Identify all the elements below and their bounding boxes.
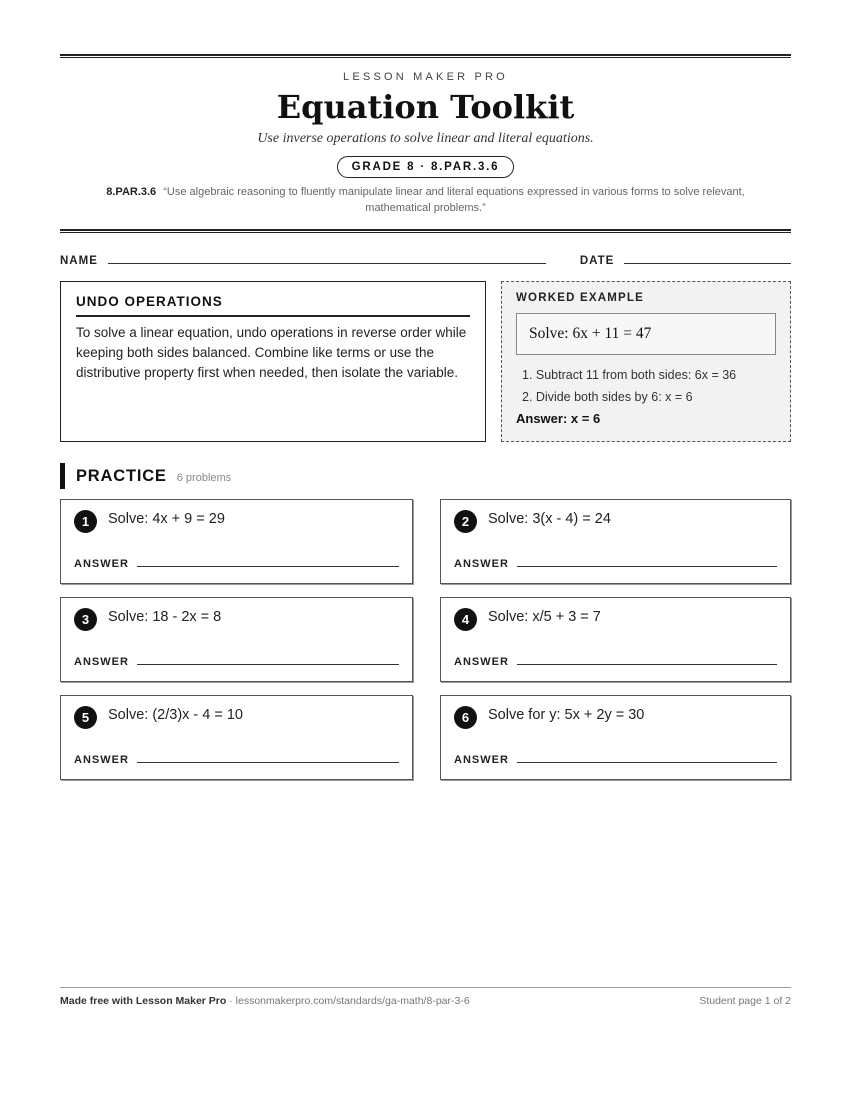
standard-text: “Use algebraic reasoning to fluently manipulate linear and literal equations expressed in various forms to solve relevant, mathematical problems.” [163,186,745,214]
answer-label: ANSWER [454,558,509,570]
date-field[interactable] [624,263,791,264]
worksheet-page [60,54,791,780]
header-top-rule [60,54,791,58]
footer-made-with: Made free with Lesson Maker Pro [60,995,227,1007]
problem-number-badge: 3 [74,608,97,631]
answer-field[interactable] [137,664,399,665]
worked-example-answer: Answer: x = 6 [516,411,601,426]
answer-field[interactable] [517,664,777,665]
worked-example-box [501,281,791,442]
name-label: NAME [60,255,98,267]
date-label: DATE [579,255,615,267]
practice-header [60,463,791,489]
worksheet-title: Equation Toolkit [276,88,575,126]
problem-text: Solve for y: 5x + 2y = 30 [488,707,645,723]
problem-number-badge: 6 [454,706,477,729]
footer-credit [60,995,470,1007]
page-footer [60,987,791,1007]
problem-text: Solve: (2/3)x - 4 = 10 [108,707,243,723]
answer-field[interactable] [517,566,777,567]
name-field[interactable] [108,263,546,264]
brand-name: LESSON MAKER PRO [343,71,508,83]
answer-label: ANSWER [74,656,129,668]
worked-example-step: 1. Subtract 11 from both sides: 6x = 36 [522,368,737,382]
standard-description [60,184,791,216]
answer-field[interactable] [137,566,399,567]
worked-example-step: 2. Divide both sides by 6: x = 6 [522,390,693,404]
problem-number-badge: 4 [454,608,477,631]
problem-text: Solve: 3(x - 4) = 24 [488,511,611,527]
instruction-row [60,281,791,442]
student-info-row [60,251,791,267]
answer-label: ANSWER [74,558,129,570]
practice-grid [60,499,791,780]
problem-card-5 [60,695,413,780]
answer-label: ANSWER [74,754,129,766]
worksheet-header [60,71,791,216]
problem-text: Solve: 18 - 2x = 8 [108,609,222,625]
practice-accent-bar [60,463,65,489]
undo-operations-box [60,281,486,442]
problem-text: Solve: 4x + 9 = 29 [108,511,225,527]
problem-number-badge: 1 [74,510,97,533]
header-bottom-rule [60,229,791,233]
problem-card-6 [440,695,791,780]
undo-operations-title: UNDO OPERATIONS [76,294,470,317]
practice-title: PRACTICE [76,466,167,485]
problem-text: Solve: x/5 + 3 = 7 [488,609,601,625]
answer-label: ANSWER [454,656,509,668]
undo-operations-body: To solve a linear equation, undo operations in reverse order while keeping both sides balanced. Combine like terms or use the distributive property first when needed, then isolate the variable. [76,325,467,380]
footer-url[interactable]: · lessonmakerpro.com/standards/ga-math/8-par-3-6 [226,995,470,1007]
answer-field[interactable] [137,762,399,763]
problem-number-badge: 2 [454,510,477,533]
footer-page-label: Student page 1 of 2 [699,995,791,1007]
practice-count: 6 problems [176,471,232,484]
standard-code: 8.PAR.3.6 [106,186,157,198]
worked-example-title: WORKED EXAMPLE [516,292,644,304]
worksheet-subtitle: Use inverse operations to solve linear and literal equations. [257,131,594,146]
problem-number-badge: 5 [74,706,97,729]
grade-standard-pill: GRADE 8 · 8.PAR.3.6 [337,156,515,178]
problem-card-2 [440,499,791,584]
worked-example-equation: Solve: 6x + 11 = 47 [516,313,776,355]
answer-field[interactable] [517,762,777,763]
answer-label: ANSWER [454,754,509,766]
problem-card-1 [60,499,413,584]
problem-card-4 [440,597,791,682]
problem-card-3 [60,597,413,682]
worked-example-steps [516,364,776,408]
